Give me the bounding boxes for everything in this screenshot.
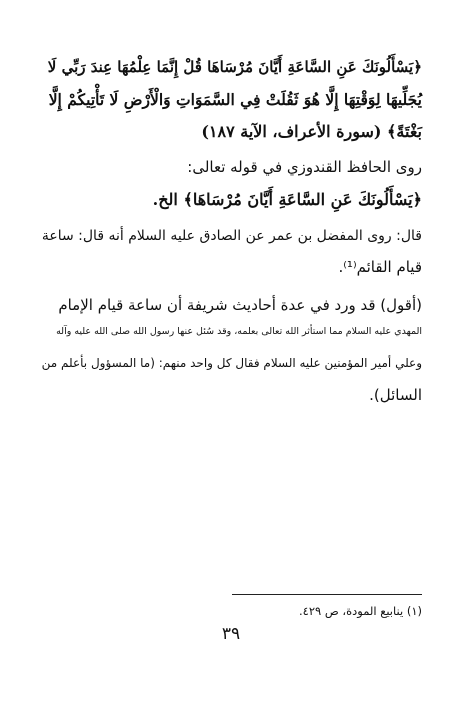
footnote-divider: [232, 594, 422, 595]
hadith-line-1: قال: روى المفضل بن عمر عن الصادق عليه السلام أنه قال: ساعة: [41, 228, 422, 244]
quran-verse-line-1: ﴿يَسْأَلُونَكَ عَنِ السَّاعَةِ أَيَّانَ مُرْسَاهَا قُلْ إِنَّمَا عِلْمُهَا عِندَ رَبِّي لَا: [47, 58, 422, 76]
commentary-line-4: السائل).: [369, 386, 422, 404]
commentary-line-1: (أقول) قد ورد في عدة أحاديث شريفة أن ساعة قيام الإمام: [58, 296, 422, 314]
narration-intro: روى الحافظ القندوزي في قوله تعالى:: [187, 158, 422, 176]
commentary-line-3: وعلي أمير المؤمنين عليه السلام فقال كل واحد منهم: (ما المسؤول بأعلم من: [41, 356, 422, 370]
commentary-line-2: المهدي عليه السلام مما استأثر الله تعالى بعلمه، وقد سُئل عنها رسول الله صلى الله عليه وآله: [56, 326, 422, 337]
footnote: (١) ينابيع المودة، ص ٤٢٩.: [299, 604, 422, 618]
quran-verse-line-2: يُجَلِّيهَا لِوَقْتِهَا إِلَّا هُوَ ثَقُلَتْ فِي السَّمَوَاتِ وَالْأَرْضِ لَا تَأْتِيكُمْ إِلَّا: [48, 90, 422, 109]
quran-verse-quote: ﴿يَسْأَلُونَكَ عَنِ السَّاعَةِ أَيَّانَ مُرْسَاهَا﴾ الخ.: [152, 190, 422, 209]
hadith-line-2: قيام القائم⁽¹⁾.: [338, 258, 422, 276]
quran-verse-line-3: بَغْتَةً﴾ (سورة الأعراف، الآية ١٨٧): [201, 122, 422, 141]
page-number: ٣٩: [221, 624, 241, 644]
